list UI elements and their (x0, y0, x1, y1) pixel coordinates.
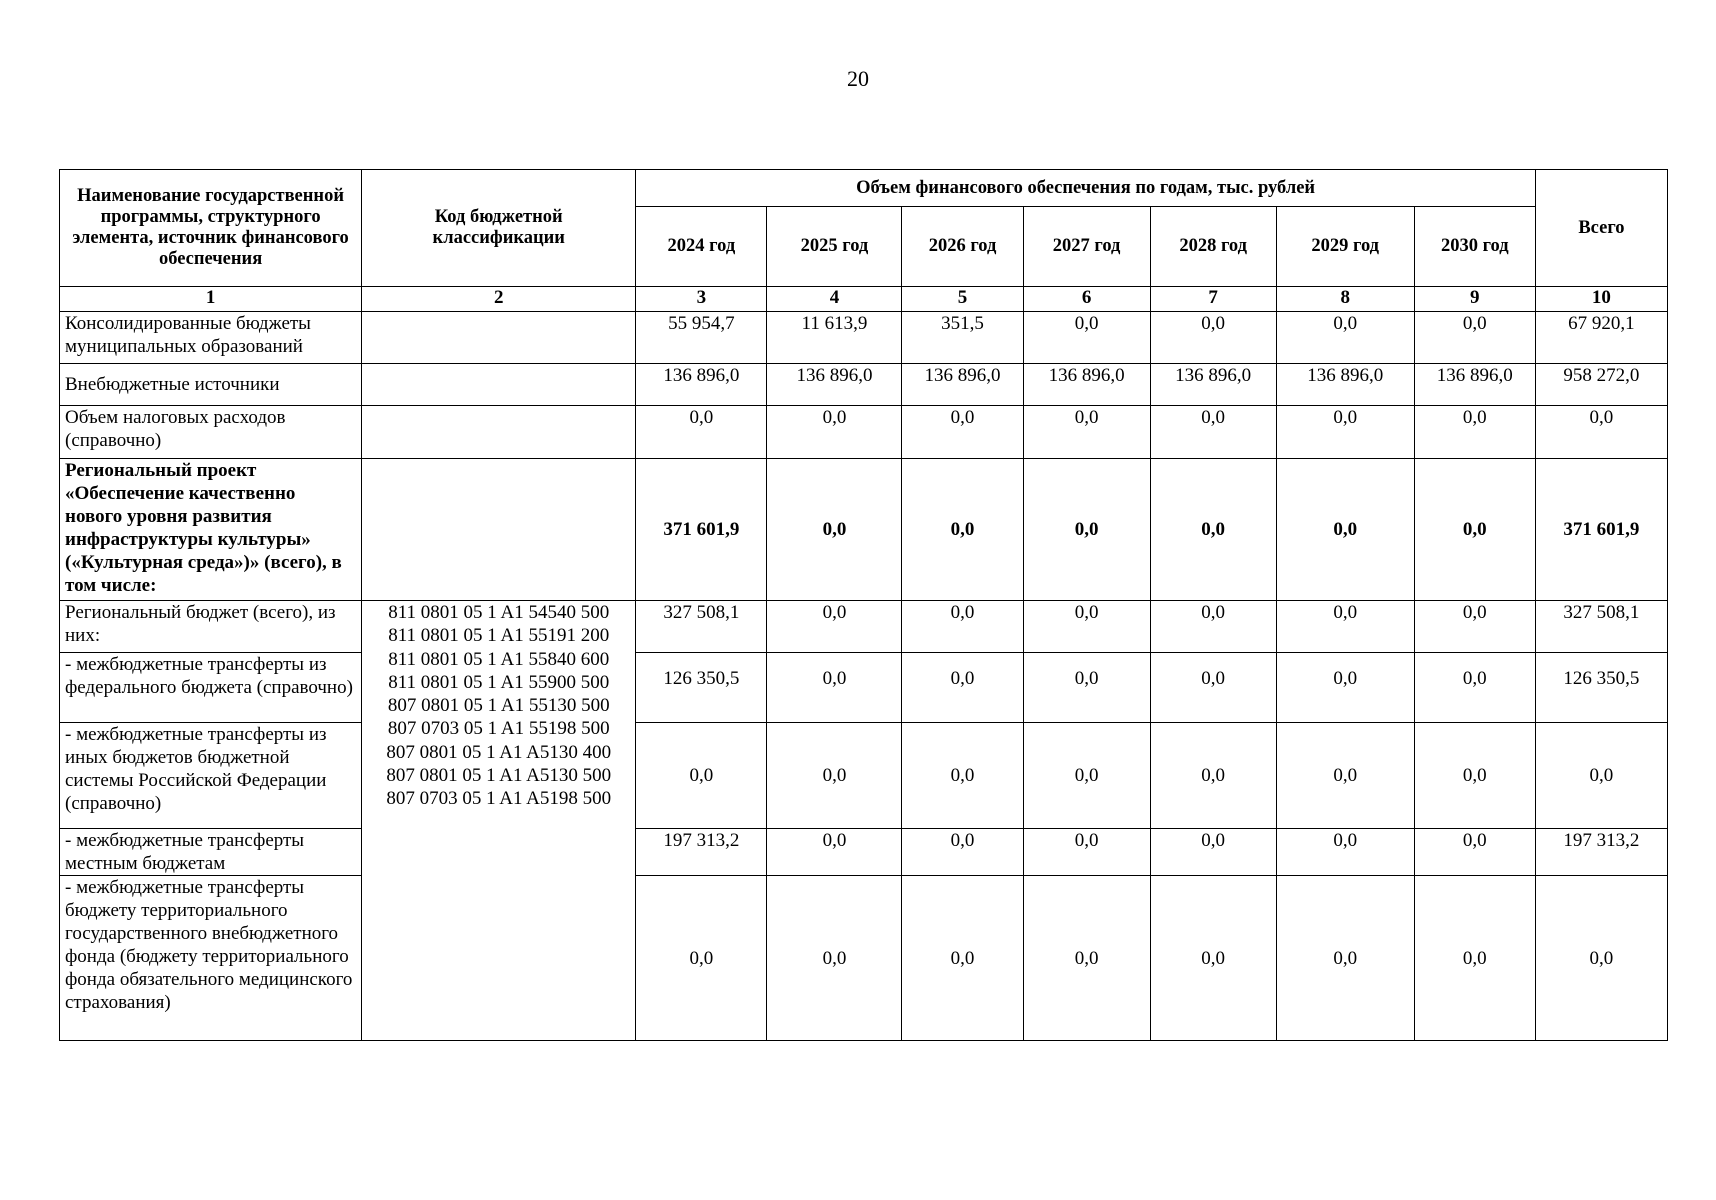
value-cell: 0,0 (1023, 829, 1150, 876)
value-cell: 351,5 (902, 312, 1023, 364)
row-name: - межбюджетные трансферты бюджету территориального государственного внебюджетного фонда (бюджету территориального фонда обязательного медицинского страхования) (60, 876, 362, 1041)
total-cell: 197 313,2 (1535, 829, 1667, 876)
value-cell: 0,0 (902, 723, 1023, 829)
value-cell: 0,0 (1276, 312, 1414, 364)
value-cell: 0,0 (767, 723, 902, 829)
value-cell: 0,0 (1150, 601, 1276, 653)
value-cell: 0,0 (1023, 653, 1150, 723)
total-cell: 0,0 (1535, 876, 1667, 1041)
financing-table (59, 169, 1668, 1041)
value-cell: 0,0 (767, 876, 902, 1041)
budget-code: 811 0801 05 1 A1 55900 500 (388, 671, 610, 693)
value-cell: 0,0 (767, 459, 902, 601)
value-cell: 0,0 (767, 829, 902, 876)
value-cell: 0,0 (1023, 459, 1150, 601)
table-row (60, 364, 1668, 406)
column-number: 6 (1023, 287, 1150, 312)
header-name: Наименование государственной программы, структурного элемента, источник финансового обеспечения (60, 170, 362, 287)
code-cell-empty (362, 459, 636, 601)
value-cell: 0,0 (1150, 723, 1276, 829)
value-cell: 0,0 (636, 723, 767, 829)
budget-code: 807 0703 05 1 A1 A5198 500 (386, 788, 612, 810)
header-year: 2029 год (1276, 207, 1414, 287)
value-cell: 0,0 (636, 406, 767, 459)
value-cell: 0,0 (1276, 406, 1414, 459)
budget-code: 807 0801 05 1 A1 A5130 400 (386, 741, 612, 763)
header-volume: Объем финансового обеспечения по годам, тыс. рублей (636, 170, 1536, 207)
value-cell: 126 350,5 (636, 653, 767, 723)
table-row (60, 312, 1668, 364)
value-cell: 0,0 (902, 829, 1023, 876)
row-name: - межбюджетные трансферты из федерального бюджета (справочно) (60, 653, 362, 723)
header-year: 2030 год (1414, 207, 1535, 287)
value-cell: 0,0 (902, 406, 1023, 459)
column-number: 2 (362, 287, 636, 312)
value-cell: 136 896,0 (636, 364, 767, 406)
value-cell: 0,0 (1023, 312, 1150, 364)
column-number: 5 (902, 287, 1023, 312)
column-number: 4 (767, 287, 902, 312)
column-number: 1 (60, 287, 362, 312)
column-number: 8 (1276, 287, 1414, 312)
value-cell: 0,0 (1023, 601, 1150, 653)
table-row (60, 653, 1668, 723)
value-cell: 197 313,2 (636, 829, 767, 876)
budget-code: 811 0801 05 1 A1 54540 500 (388, 602, 610, 623)
header-year: 2024 год (636, 207, 767, 287)
budget-code: 807 0801 05 1 A1 A5130 500 (386, 765, 612, 787)
value-cell: 55 954,7 (636, 312, 767, 364)
header-year: 2026 год (902, 207, 1023, 287)
value-cell: 0,0 (1414, 723, 1535, 829)
value-cell: 327 508,1 (636, 601, 767, 653)
budget-code: 811 0801 05 1 A1 55840 600 (388, 648, 610, 670)
total-cell: 327 508,1 (1535, 601, 1667, 653)
value-cell: 0,0 (1414, 601, 1535, 653)
header-code: Код бюджетной классификации (362, 170, 636, 287)
value-cell: 0,0 (767, 601, 902, 653)
value-cell: 0,0 (1023, 723, 1150, 829)
page-number: 20 (847, 66, 869, 91)
column-number: 9 (1414, 287, 1535, 312)
value-cell: 0,0 (1414, 459, 1535, 601)
code-cell-empty (362, 364, 636, 406)
value-cell: 371 601,9 (636, 459, 767, 601)
value-cell: 0,0 (1414, 406, 1535, 459)
value-cell: 136 896,0 (767, 364, 902, 406)
row-name: Внебюджетные источники (60, 364, 362, 406)
row-name: - межбюджетные трансферты местным бюджетам (60, 829, 362, 876)
value-cell: 0,0 (1150, 829, 1276, 876)
value-cell: 0,0 (1023, 876, 1150, 1041)
value-cell: 0,0 (1414, 653, 1535, 723)
value-cell: 0,0 (1276, 876, 1414, 1041)
value-cell: 11 613,9 (767, 312, 902, 364)
budget-code: 807 0801 05 1 A1 55130 500 (387, 695, 610, 717)
value-cell: 0,0 (636, 876, 767, 1041)
table-row (60, 406, 1668, 459)
value-cell: 136 896,0 (1414, 364, 1535, 406)
total-cell: 958 272,0 (1535, 364, 1667, 406)
value-cell: 0,0 (902, 876, 1023, 1041)
value-cell: 0,0 (1414, 312, 1535, 364)
header-year: 2025 год (767, 207, 902, 287)
row-name: Региональный проект «Обеспечение качественно нового уровня развития инфраструктуры культуры» («Культурная среда»)» (всего), в том числе: (60, 459, 362, 601)
budget-code: 807 0703 05 1 A1 55198 500 (387, 718, 610, 740)
row-name: Объем налоговых расходов (справочно) (60, 406, 362, 459)
value-cell: 0,0 (1150, 876, 1276, 1041)
code-cell-empty (362, 406, 636, 459)
value-cell: 0,0 (1150, 653, 1276, 723)
budget-codes (362, 601, 636, 1041)
value-cell: 0,0 (767, 406, 902, 459)
header-year: 2027 год (1023, 207, 1150, 287)
budget-code: 811 0801 05 1 A1 55191 200 (388, 625, 610, 647)
total-cell: 0,0 (1535, 723, 1667, 829)
value-cell: 0,0 (1276, 459, 1414, 601)
value-cell: 136 896,0 (902, 364, 1023, 406)
value-cell: 0,0 (902, 459, 1023, 601)
table-row (60, 876, 1668, 1041)
row-name: Региональный бюджет (всего), из них: (60, 601, 362, 653)
table-row (60, 601, 1668, 653)
row-name: - межбюджетные трансферты из иных бюджетов бюджетной системы Российской Федерации (справочно) (60, 723, 362, 829)
value-cell: 0,0 (1276, 601, 1414, 653)
value-cell: 0,0 (902, 601, 1023, 653)
row-name: Консолидированные бюджеты муниципальных образований (60, 312, 362, 364)
total-cell: 126 350,5 (1535, 653, 1667, 723)
value-cell: 0,0 (902, 653, 1023, 723)
value-cell: 136 896,0 (1023, 364, 1150, 406)
column-number: 7 (1150, 287, 1276, 312)
value-cell: 0,0 (767, 653, 902, 723)
table-row (60, 459, 1668, 601)
column-number: 10 (1535, 287, 1667, 312)
table-row (60, 723, 1668, 829)
value-cell: 0,0 (1150, 406, 1276, 459)
column-number: 3 (636, 287, 767, 312)
code-cell-empty (362, 312, 636, 364)
value-cell: 0,0 (1276, 723, 1414, 829)
value-cell: 0,0 (1276, 653, 1414, 723)
value-cell: 0,0 (1150, 459, 1276, 601)
total-cell: 67 920,1 (1535, 312, 1667, 364)
header-total: Всего (1535, 170, 1667, 287)
value-cell: 0,0 (1023, 406, 1150, 459)
value-cell: 136 896,0 (1276, 364, 1414, 406)
header-year: 2028 год (1150, 207, 1276, 287)
total-cell: 371 601,9 (1535, 459, 1667, 601)
value-cell: 0,0 (1414, 829, 1535, 876)
value-cell: 136 896,0 (1150, 364, 1276, 406)
value-cell: 0,0 (1414, 876, 1535, 1041)
table-row (60, 829, 1668, 876)
total-cell: 0,0 (1535, 406, 1667, 459)
value-cell: 0,0 (1150, 312, 1276, 364)
value-cell: 0,0 (1276, 829, 1414, 876)
